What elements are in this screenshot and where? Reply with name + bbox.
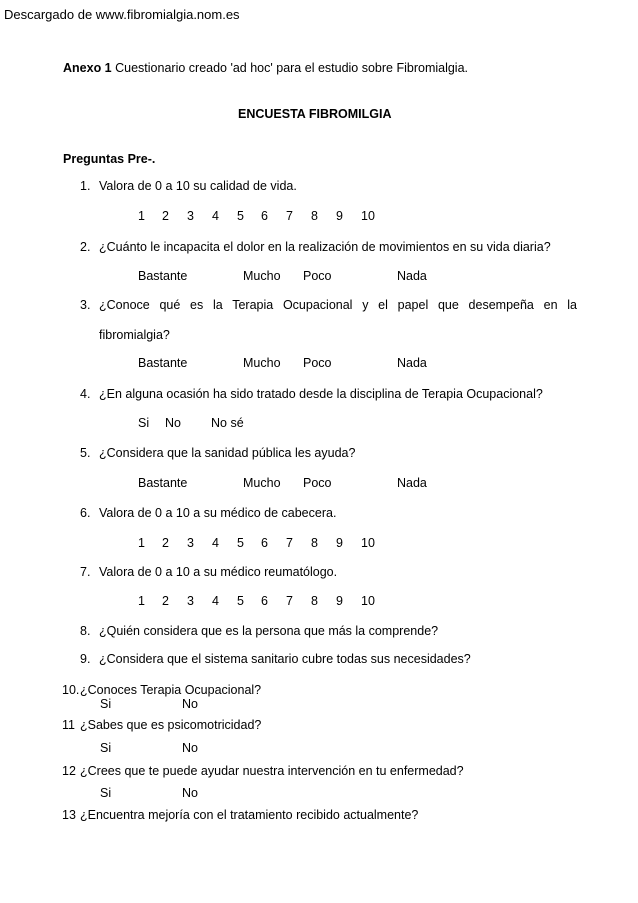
amount-option[interactable]: Bastante (138, 269, 188, 283)
scale-option[interactable]: 8 (311, 536, 318, 550)
scale-option[interactable]: 3 (187, 536, 194, 550)
scale-option[interactable]: 10 (361, 536, 375, 550)
scale-option[interactable]: 7 (286, 536, 293, 550)
amount-option[interactable]: Bastante (138, 356, 188, 370)
amount-option[interactable]: Mucho (243, 356, 281, 370)
question-number: 9. (80, 652, 91, 666)
scale-option[interactable]: 6 (261, 536, 268, 550)
scale-option[interactable]: 4 (212, 536, 219, 550)
amount-option[interactable]: Nada (397, 476, 427, 490)
amount-option[interactable]: Mucho (243, 269, 281, 283)
scale-option[interactable]: 1 (138, 536, 145, 550)
question-number: 11 (62, 718, 75, 732)
question-text: ¿Conoces Terapia Ocupacional? (80, 683, 262, 697)
amount-option[interactable]: Poco (303, 356, 332, 370)
question-number: 10. (62, 683, 80, 697)
scale-option[interactable]: 5 (237, 209, 244, 223)
annex-text: Cuestionario creado 'ad hoc' para el estudio sobre Fibromialgia. (115, 61, 469, 75)
scale-option[interactable]: 8 (311, 594, 318, 608)
question-number: 3. (80, 298, 91, 312)
question-number: 7. (80, 565, 91, 579)
question-text: Valora de 0 a 10 su calidad de vida. (99, 179, 297, 193)
scale-option[interactable]: 6 (261, 209, 268, 223)
dont-know-option[interactable]: No sé (211, 416, 244, 430)
question-number: 6. (80, 506, 91, 520)
scale-option[interactable]: 7 (286, 209, 293, 223)
question-text: ¿Encuentra mejoría con el tratamiento recibido actualmente? (80, 808, 419, 822)
question-text: ¿Cuánto le incapacita el dolor en la realización de movimientos en su vida diaria? (99, 240, 551, 254)
question-text: Valora de 0 a 10 a su médico reumatólogo. (99, 565, 338, 579)
question-text: ¿Considera que el sistema sanitario cubre todas sus necesidades? (99, 652, 471, 666)
question-text: ¿En alguna ocasión ha sido tratado desde la disciplina de Terapia Ocupacional? (99, 387, 543, 401)
yes-option[interactable]: Si (138, 416, 150, 430)
question-number: 1. (80, 179, 91, 193)
scale-option[interactable]: 10 (361, 209, 375, 223)
question-text: ¿Quién considera que es la persona que más la comprende? (99, 624, 439, 638)
scale-option[interactable]: 2 (162, 209, 169, 223)
section-heading: Preguntas Pre-. (63, 152, 156, 166)
yes-option[interactable]: Si (100, 697, 112, 711)
scale-option[interactable]: 2 (162, 536, 169, 550)
scale-option[interactable]: 3 (187, 209, 194, 223)
no-option[interactable]: No (165, 416, 181, 430)
scale-option[interactable]: 4 (212, 594, 219, 608)
page-title: ENCUESTA FIBROMILGIA (238, 107, 392, 121)
amount-option[interactable]: Nada (397, 356, 427, 370)
question-text: ¿Conoce qué es la Terapia Ocupacional y el papel que desempeña en la (99, 298, 577, 312)
amount-option[interactable]: Bastante (138, 476, 188, 490)
annex-label: Anexo 1 (63, 61, 112, 75)
amount-option[interactable]: Poco (303, 476, 332, 490)
scale-option[interactable]: 1 (138, 594, 145, 608)
question-text: ¿Considera que la sanidad pública les ayuda? (99, 446, 356, 460)
amount-option[interactable]: Poco (303, 269, 332, 283)
question-number: 5. (80, 446, 91, 460)
question-number: 12 (62, 764, 76, 778)
yes-option[interactable]: Si (100, 741, 112, 755)
scale-option[interactable]: 6 (261, 594, 268, 608)
question-number: 8. (80, 624, 91, 638)
scale-option[interactable]: 1 (138, 209, 145, 223)
scale-option[interactable]: 5 (237, 536, 244, 550)
question-text: ¿Sabes que es psicomotricidad? (80, 718, 262, 732)
scale-option[interactable]: 9 (336, 536, 343, 550)
yes-option[interactable]: Si (100, 786, 112, 800)
scale-option[interactable]: 10 (361, 594, 375, 608)
question-number: 2. (80, 240, 91, 254)
no-option[interactable]: No (182, 741, 198, 755)
scale-option[interactable]: 5 (237, 594, 244, 608)
amount-option[interactable]: Mucho (243, 476, 281, 490)
question-text: Valora de 0 a 10 a su médico de cabecera. (99, 506, 337, 520)
scale-option[interactable]: 9 (336, 594, 343, 608)
question-number: 13 (62, 808, 76, 822)
question-text-continued: fibromialgia? (99, 328, 170, 342)
scale-option[interactable]: 4 (212, 209, 219, 223)
page-header: Descargado de www.fibromialgia.nom.es (4, 7, 240, 22)
question-text: ¿Crees que te puede ayudar nuestra intervención en tu enfermedad? (80, 764, 464, 778)
question-number: 4. (80, 387, 91, 401)
scale-option[interactable]: 2 (162, 594, 169, 608)
scale-option[interactable]: 3 (187, 594, 194, 608)
scale-option[interactable]: 7 (286, 594, 293, 608)
annex-line (63, 61, 468, 75)
amount-option[interactable]: Nada (397, 269, 427, 283)
scale-option[interactable]: 9 (336, 209, 343, 223)
scale-option[interactable]: 8 (311, 209, 318, 223)
no-option[interactable]: No (182, 786, 198, 800)
no-option[interactable]: No (182, 697, 198, 711)
